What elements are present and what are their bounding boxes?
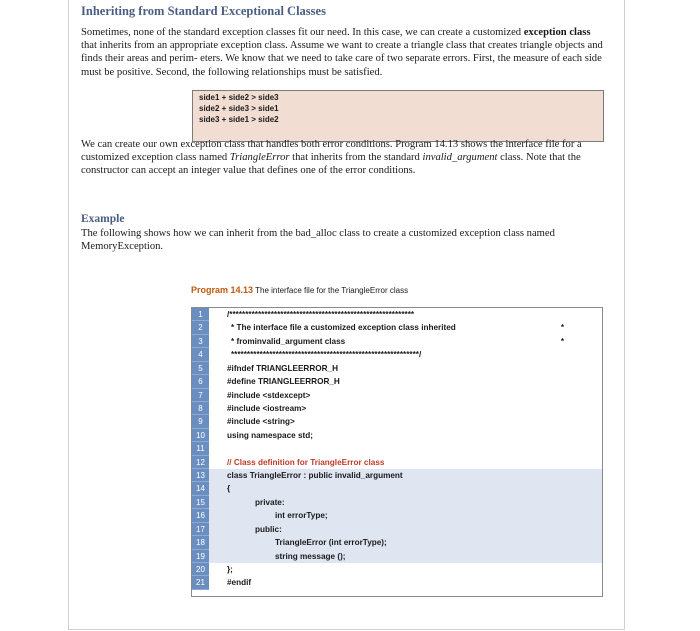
line-number: 16: [192, 509, 209, 522]
code-row: [192, 456, 602, 469]
intro-text-1: Sometimes, none of the standard exception classes fit our need. In this case, we can create a customized: [81, 27, 524, 38]
code-row: [192, 576, 602, 589]
code-text: #include <string>: [227, 417, 295, 427]
program-caption: [191, 285, 408, 295]
code-text: #endif: [227, 578, 252, 588]
line-number: 3: [192, 335, 209, 348]
code-line: [209, 362, 602, 375]
code-line: [209, 321, 602, 334]
code-text: #ifndef TRIANGLEERROR_H: [227, 363, 338, 373]
code-row: [192, 308, 602, 321]
code-line: [209, 469, 602, 482]
line-number: 2: [192, 321, 209, 334]
para2-italic-base: invalid_argument: [422, 152, 498, 164]
code-text: TriangleError (int errorType);: [275, 538, 387, 548]
code-row: [192, 321, 602, 334]
code-line: [209, 576, 602, 589]
code-row: [192, 536, 602, 549]
code-line: [209, 496, 602, 509]
section-heading: Inheriting from Standard Exceptional Classes: [81, 4, 326, 18]
code-line: [209, 308, 602, 321]
para2-text-2: that inherits from the standard: [289, 152, 423, 164]
code-text: public:: [255, 524, 282, 534]
line-number: 19: [192, 550, 209, 563]
intro-text-2: that inherits from an appropriate exception class. Assume we want to create a triangle class that creates triangle objects and finds their areas and perim- eters. We know that we need to take care of two separate errors. First, the measure of each side must be positive. Second, the following relationships must be satisfied.: [81, 40, 603, 78]
code-line: [209, 348, 602, 361]
code-line: [209, 429, 602, 442]
comment-star: *: [560, 323, 564, 333]
example-text: The following shows how we can inherit from the bad_alloc class to create a customized exception class named MemoryException.: [81, 228, 555, 253]
code-row: [192, 563, 602, 576]
line-number: 9: [192, 415, 209, 428]
line-number: 13: [192, 469, 209, 482]
line-number: 18: [192, 536, 209, 549]
line-number: 5: [192, 362, 209, 375]
code-text: class TriangleError : public invalid_argument: [227, 471, 403, 481]
code-line: [209, 402, 602, 415]
intro-bold-term: exception class: [523, 27, 591, 38]
custom-exception-paragraph: [81, 138, 606, 178]
code-line: [209, 509, 602, 522]
code-text: using namespace std;: [227, 430, 313, 440]
comment-star: *: [560, 336, 564, 346]
line-number: 1: [192, 308, 209, 321]
line-number: 17: [192, 523, 209, 536]
code-row: [192, 402, 602, 415]
code-row: [192, 482, 602, 495]
code-text: #include <iostream>: [227, 403, 307, 413]
code-row: [192, 375, 602, 388]
intro-paragraph: [81, 26, 606, 79]
code-row: [192, 469, 602, 482]
line-number: 20: [192, 563, 209, 576]
code-text: {: [227, 484, 231, 494]
code-row: [192, 523, 602, 536]
code-text: };: [227, 565, 233, 575]
code-text: * The interface file a customized exception class inherited: [231, 323, 456, 333]
code-line: [209, 536, 602, 549]
para2-text-3: class. Note that the constructor can accept an integer value that defines one of the error conditions.: [81, 152, 581, 177]
code-line: [209, 335, 602, 348]
para2-italic-class: TriangleError: [229, 152, 290, 164]
example-heading: Example: [81, 213, 125, 225]
relation-1: side1 + side2 > side3: [199, 93, 279, 102]
line-number: 6: [192, 375, 209, 388]
line-number: 21: [192, 576, 209, 589]
code-text: ***********************************************************/: [231, 350, 422, 360]
code-text: #include <stdexcept>: [227, 390, 311, 400]
code-text: // Class definition for TriangleError class: [227, 457, 385, 467]
code-line: [209, 523, 602, 536]
code-row: [192, 496, 602, 509]
line-number: 10: [192, 429, 209, 442]
code-row: [192, 550, 602, 563]
code-line: [209, 442, 602, 455]
code-line: [209, 456, 602, 469]
relation-3: side3 + side1 > side2: [199, 115, 279, 124]
program-caption-text: The interface file for the TriangleError class: [255, 286, 409, 295]
code-line: [209, 415, 602, 428]
para2-text-1: We can create our own exception class that handles both error conditions. Program 14.13 shows the interface file for a customized exception class named: [81, 139, 582, 164]
line-number: 7: [192, 389, 209, 402]
code-line: [209, 563, 602, 576]
code-listing: [191, 307, 603, 597]
code-row: [192, 442, 602, 455]
line-number: 11: [192, 442, 209, 455]
line-number: 14: [192, 482, 209, 495]
code-line: [209, 389, 602, 402]
code-line: [209, 375, 602, 388]
code-row: [192, 429, 602, 442]
relation-2: side2 + side3 > side1: [199, 104, 279, 113]
code-row: [192, 389, 602, 402]
code-line: [209, 482, 602, 495]
code-row: [192, 415, 602, 428]
code-line: [209, 550, 602, 563]
code-text: private:: [255, 497, 285, 507]
relations-box: [192, 90, 604, 142]
code-row: [192, 509, 602, 522]
code-row: [192, 362, 602, 375]
code-row: [192, 348, 602, 361]
line-number: 8: [192, 402, 209, 415]
program-label: Program 14.13: [191, 285, 254, 295]
line-number: 15: [192, 496, 209, 509]
code-text: /**********************************************************: [227, 310, 415, 319]
line-number: 12: [192, 456, 209, 469]
line-number: 4: [192, 348, 209, 361]
code-text: int errorType;: [275, 511, 328, 521]
code-text: #define TRIANGLEERROR_H: [227, 377, 340, 387]
code-text: * frominvalid_argument class: [231, 336, 346, 346]
code-row: [192, 335, 602, 348]
code-text: string message ();: [275, 551, 346, 561]
